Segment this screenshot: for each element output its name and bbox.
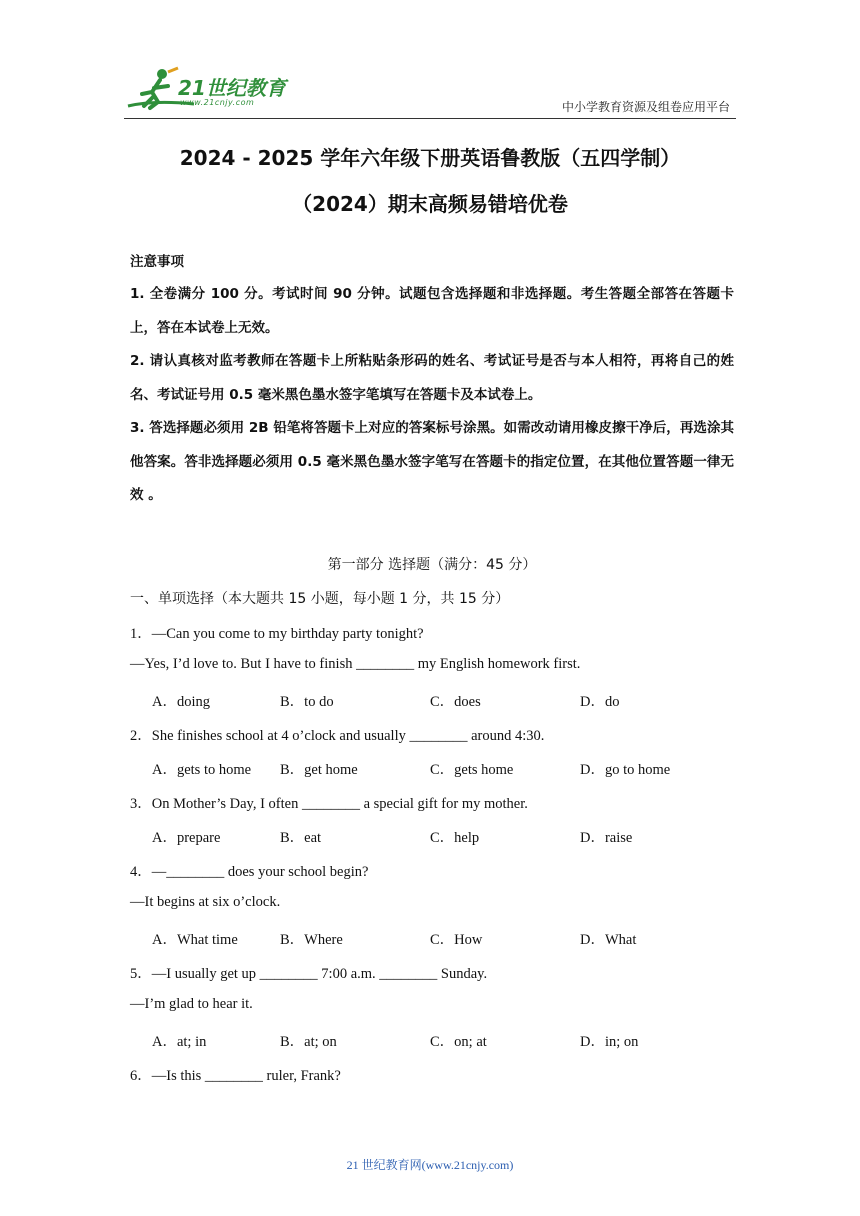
question-2-prompt: 2．She finishes school at 4 o’clock and usually ________ around 4:30.: [130, 728, 545, 744]
option-a[interactable]: A．at; in: [152, 1034, 207, 1050]
question-6-prompt: 6．—Is this ________ ruler, Frank?: [130, 1068, 341, 1084]
question-1-prompt: 1．—Can you come to my birthday party tonight?: [130, 626, 424, 642]
exam-title-line2: （2024）期末高频易错培优卷: [292, 192, 568, 216]
part-heading: 一、单项选择（本大题共 15 小题，每小题 1 分，共 15 分）: [130, 591, 510, 607]
question-5-options: [152, 1030, 712, 1050]
notice-item-3: 3. 答选择题必须用 2B 铅笔将答题卡上对应的答案标号涂黑。如需改动请用橡皮擦干净后，再选涂其他答案。答非选择题必须用 0.5 毫米黑色墨水签字笔写在答题卡的指定位置，在其他位置答题一律无效 。: [130, 420, 734, 503]
section-title: 第一部分 选择题（满分：45 分）: [327, 557, 537, 573]
option-a[interactable]: A．prepare: [152, 830, 221, 846]
option-a[interactable]: A．gets to home: [152, 762, 252, 778]
option-c[interactable]: C．does: [430, 694, 481, 710]
page-footer[interactable]: 21 世纪教育网(www.21cnjy.com): [346, 1158, 514, 1172]
question-5-prompt: 5．—I usually get up ________ 7:00 a.m. ________ Sunday.: [130, 966, 488, 982]
option-c[interactable]: C．on; at: [430, 1034, 487, 1050]
question-1-reply: —Yes, I’d love to. But I have to finish ________ my English homework first.: [130, 656, 581, 672]
option-c[interactable]: C．gets home: [430, 762, 514, 778]
notice-item-1: 1. 全卷满分 100 分。考试时间 90 分钟。试题包含选择题和非选择题。考生答题全部答在答题卡上，答在本试卷上无效。: [130, 286, 734, 336]
option-b[interactable]: B．to do: [280, 694, 334, 710]
option-b[interactable]: B．Where: [280, 932, 343, 948]
option-d[interactable]: D．go to home: [580, 762, 671, 778]
notice-item-2: 2. 请认真核对监考教师在答题卡上所粘贴条形码的姓名、考试证号是否与本人相符，再将自己的姓名、考试证号用 0.5 毫米黑色墨水签字笔填写在答题卡及本试卷上。: [130, 353, 734, 403]
option-c[interactable]: C．help: [430, 830, 480, 846]
option-b[interactable]: B．eat: [280, 830, 322, 846]
question-1-options: [152, 690, 712, 710]
question-2-options: [152, 758, 712, 778]
option-b[interactable]: B．at; on: [280, 1034, 337, 1050]
option-c[interactable]: C．How: [430, 932, 483, 948]
option-a[interactable]: A．What time: [152, 932, 238, 948]
header-divider: [124, 118, 736, 119]
question-4-prompt: 4．—________ does your school begin?: [130, 864, 369, 880]
question-4-reply: —It begins at six o’clock.: [130, 894, 281, 910]
question-3-options: [152, 826, 712, 846]
platform-label: 中小学教育资源及组卷应用平台: [561, 100, 730, 114]
option-a[interactable]: A．doing: [152, 694, 210, 710]
question-5-reply: —I’m glad to hear it.: [130, 996, 253, 1012]
notice-heading: 注意事项: [130, 254, 184, 270]
option-d[interactable]: D．do: [580, 694, 620, 710]
page-header: [0, 0, 860, 120]
option-d[interactable]: D．raise: [580, 830, 633, 846]
exam-title-line1: 2024 - 2025 学年六年级下册英语鲁教版（五四学制）: [179, 146, 681, 170]
option-d[interactable]: D．in; on: [580, 1034, 639, 1050]
question-4-options: [152, 928, 712, 948]
logo-text: 21世纪教育: [178, 76, 286, 100]
option-b[interactable]: B．get home: [280, 762, 358, 778]
question-3-prompt: 3．On Mother’s Day, I often ________ a special gift for my mother.: [130, 796, 528, 812]
option-d[interactable]: D．What: [580, 932, 637, 948]
logo-url: www.21cnjy.com: [180, 98, 255, 107]
